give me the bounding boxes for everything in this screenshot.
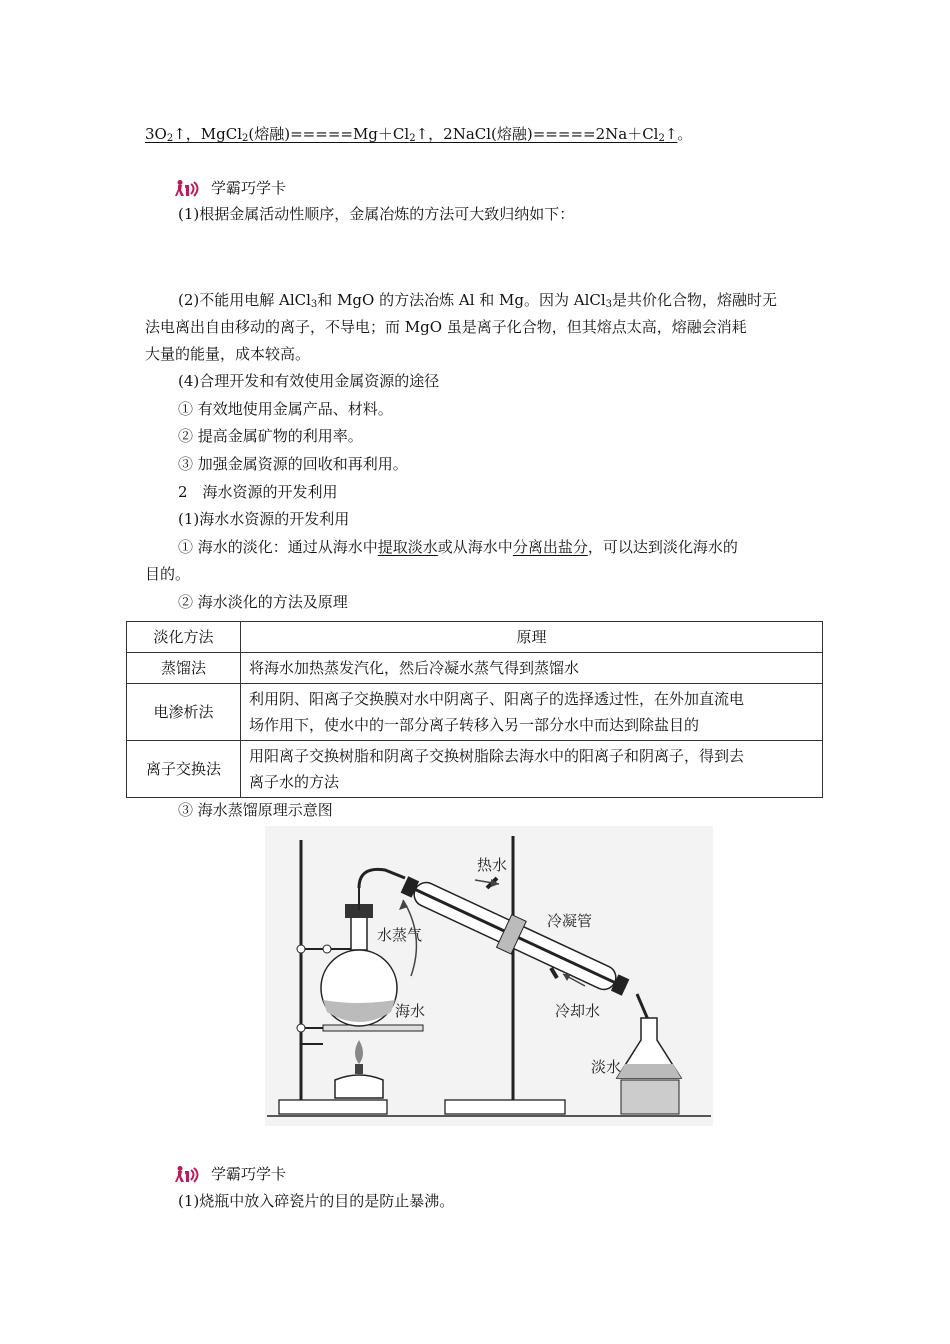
header-method: 淡化方法 (127, 622, 241, 653)
table-row (127, 684, 823, 741)
distillation-diagram (265, 826, 713, 1126)
study-card-label: 学霸巧学卡 (211, 179, 287, 197)
label-cooling-water: 冷却水 (555, 1002, 601, 1020)
desalination-methods-table (126, 621, 823, 798)
label-seawater: 海水 (395, 1002, 426, 1020)
method-cell: 蒸馏法 (127, 653, 241, 684)
study-card-icon (175, 179, 205, 197)
study-card-heading (175, 177, 286, 198)
table-row (127, 741, 823, 798)
study-card-icon (175, 1165, 205, 1183)
card2-item1: (1)烧瓶中放入碎瓷片的目的是防止暴沸。 (178, 1192, 455, 1210)
equation-line: $3O_2↑$，MgCl$_2$(熔融)$=====Mg+Cl_2↑$，2NaCl(熔融)$=====2Na+Cl_2↑$。 (145, 125, 693, 144)
support-block (621, 1080, 679, 1114)
table-header-row (127, 622, 823, 653)
alcohol-lamp (335, 1075, 383, 1098)
study-card-heading (175, 1163, 286, 1184)
table-row (127, 653, 823, 684)
section2-title: 2 海水资源的开发利用 (178, 483, 338, 501)
desalination-line1: ① 海水的淡化：通过从海水中提取淡水或从海水中分离出盐分，可以达到淡化海水的 (178, 538, 738, 556)
label-hot-water: 热水 (477, 856, 508, 874)
label-condenser: 冷凝管 (547, 912, 593, 930)
methods-title: ② 海水淡化的方法及原理 (178, 593, 348, 611)
header-principle: 原理 (241, 622, 823, 653)
label-steam: 水蒸气 (377, 926, 423, 944)
method-cell: 离子交换法 (127, 741, 241, 798)
equation-underlined: $3O_2↑$，MgCl$_2$(熔融)$=====Mg+Cl_2↑$，2NaCl(熔融)$=====2Na+Cl_2↑$ (145, 125, 678, 144)
card1-item1: (1)根据金属活动性顺序，金属冶炼的方法可大致归纳如下： (178, 205, 575, 223)
section4-item: ① 有效地使用金属产品、材料。 (178, 400, 393, 418)
diagram-title: ③ 海水蒸馏原理示意图 (178, 801, 333, 819)
label-fresh-water: 淡水 (591, 1058, 622, 1076)
principle-cell: 利用阴、阳离子交换膜对水中阴离子、阳离子的选择透过性，在外加直流电 场作用下，使水中的一部分离子转移入另一部分水中而达到除盐目的 (241, 684, 823, 741)
card1-item2-line3: 大量的能量，成本较高。 (145, 345, 311, 363)
section4-item: ② 提高金属矿物的利用率。 (178, 427, 363, 445)
card1-item2-line2: 法电离出自由移动的离子，不导电；而 MgO 虽是离子化合物，但其熔点太高，熔融会消耗 (145, 318, 747, 336)
stand-base-middle (445, 1100, 565, 1114)
section4-item: ③ 加强金属资源的回收和再利用。 (178, 455, 408, 473)
section2-sub1: (1)海水水资源的开发利用 (178, 510, 350, 528)
principle-cell: 将海水加热蒸发汽化，然后冷凝水蒸气得到蒸馏水 (241, 653, 823, 684)
section4-title: (4)合理开发和有效使用金属资源的途径 (178, 372, 440, 390)
stand-base-left (279, 1100, 387, 1114)
desalination-line2: 目的。 (145, 565, 191, 583)
study-card-label: 学霸巧学卡 (211, 1165, 287, 1183)
principle-cell: 用阳离子交换树脂和阴离子交换树脂除去海水中的阳离子和阴离子，得到去 离子水的方法 (241, 741, 823, 798)
card1-item2-line1: (2)不能用电解 AlCl$_3$和 MgO 的方法冶炼 Al 和 Mg。因为 AlCl$_3$是共价化合物，熔融时无 (178, 291, 778, 310)
wire-gauze (323, 1025, 423, 1031)
method-cell: 电渗析法 (127, 684, 241, 741)
